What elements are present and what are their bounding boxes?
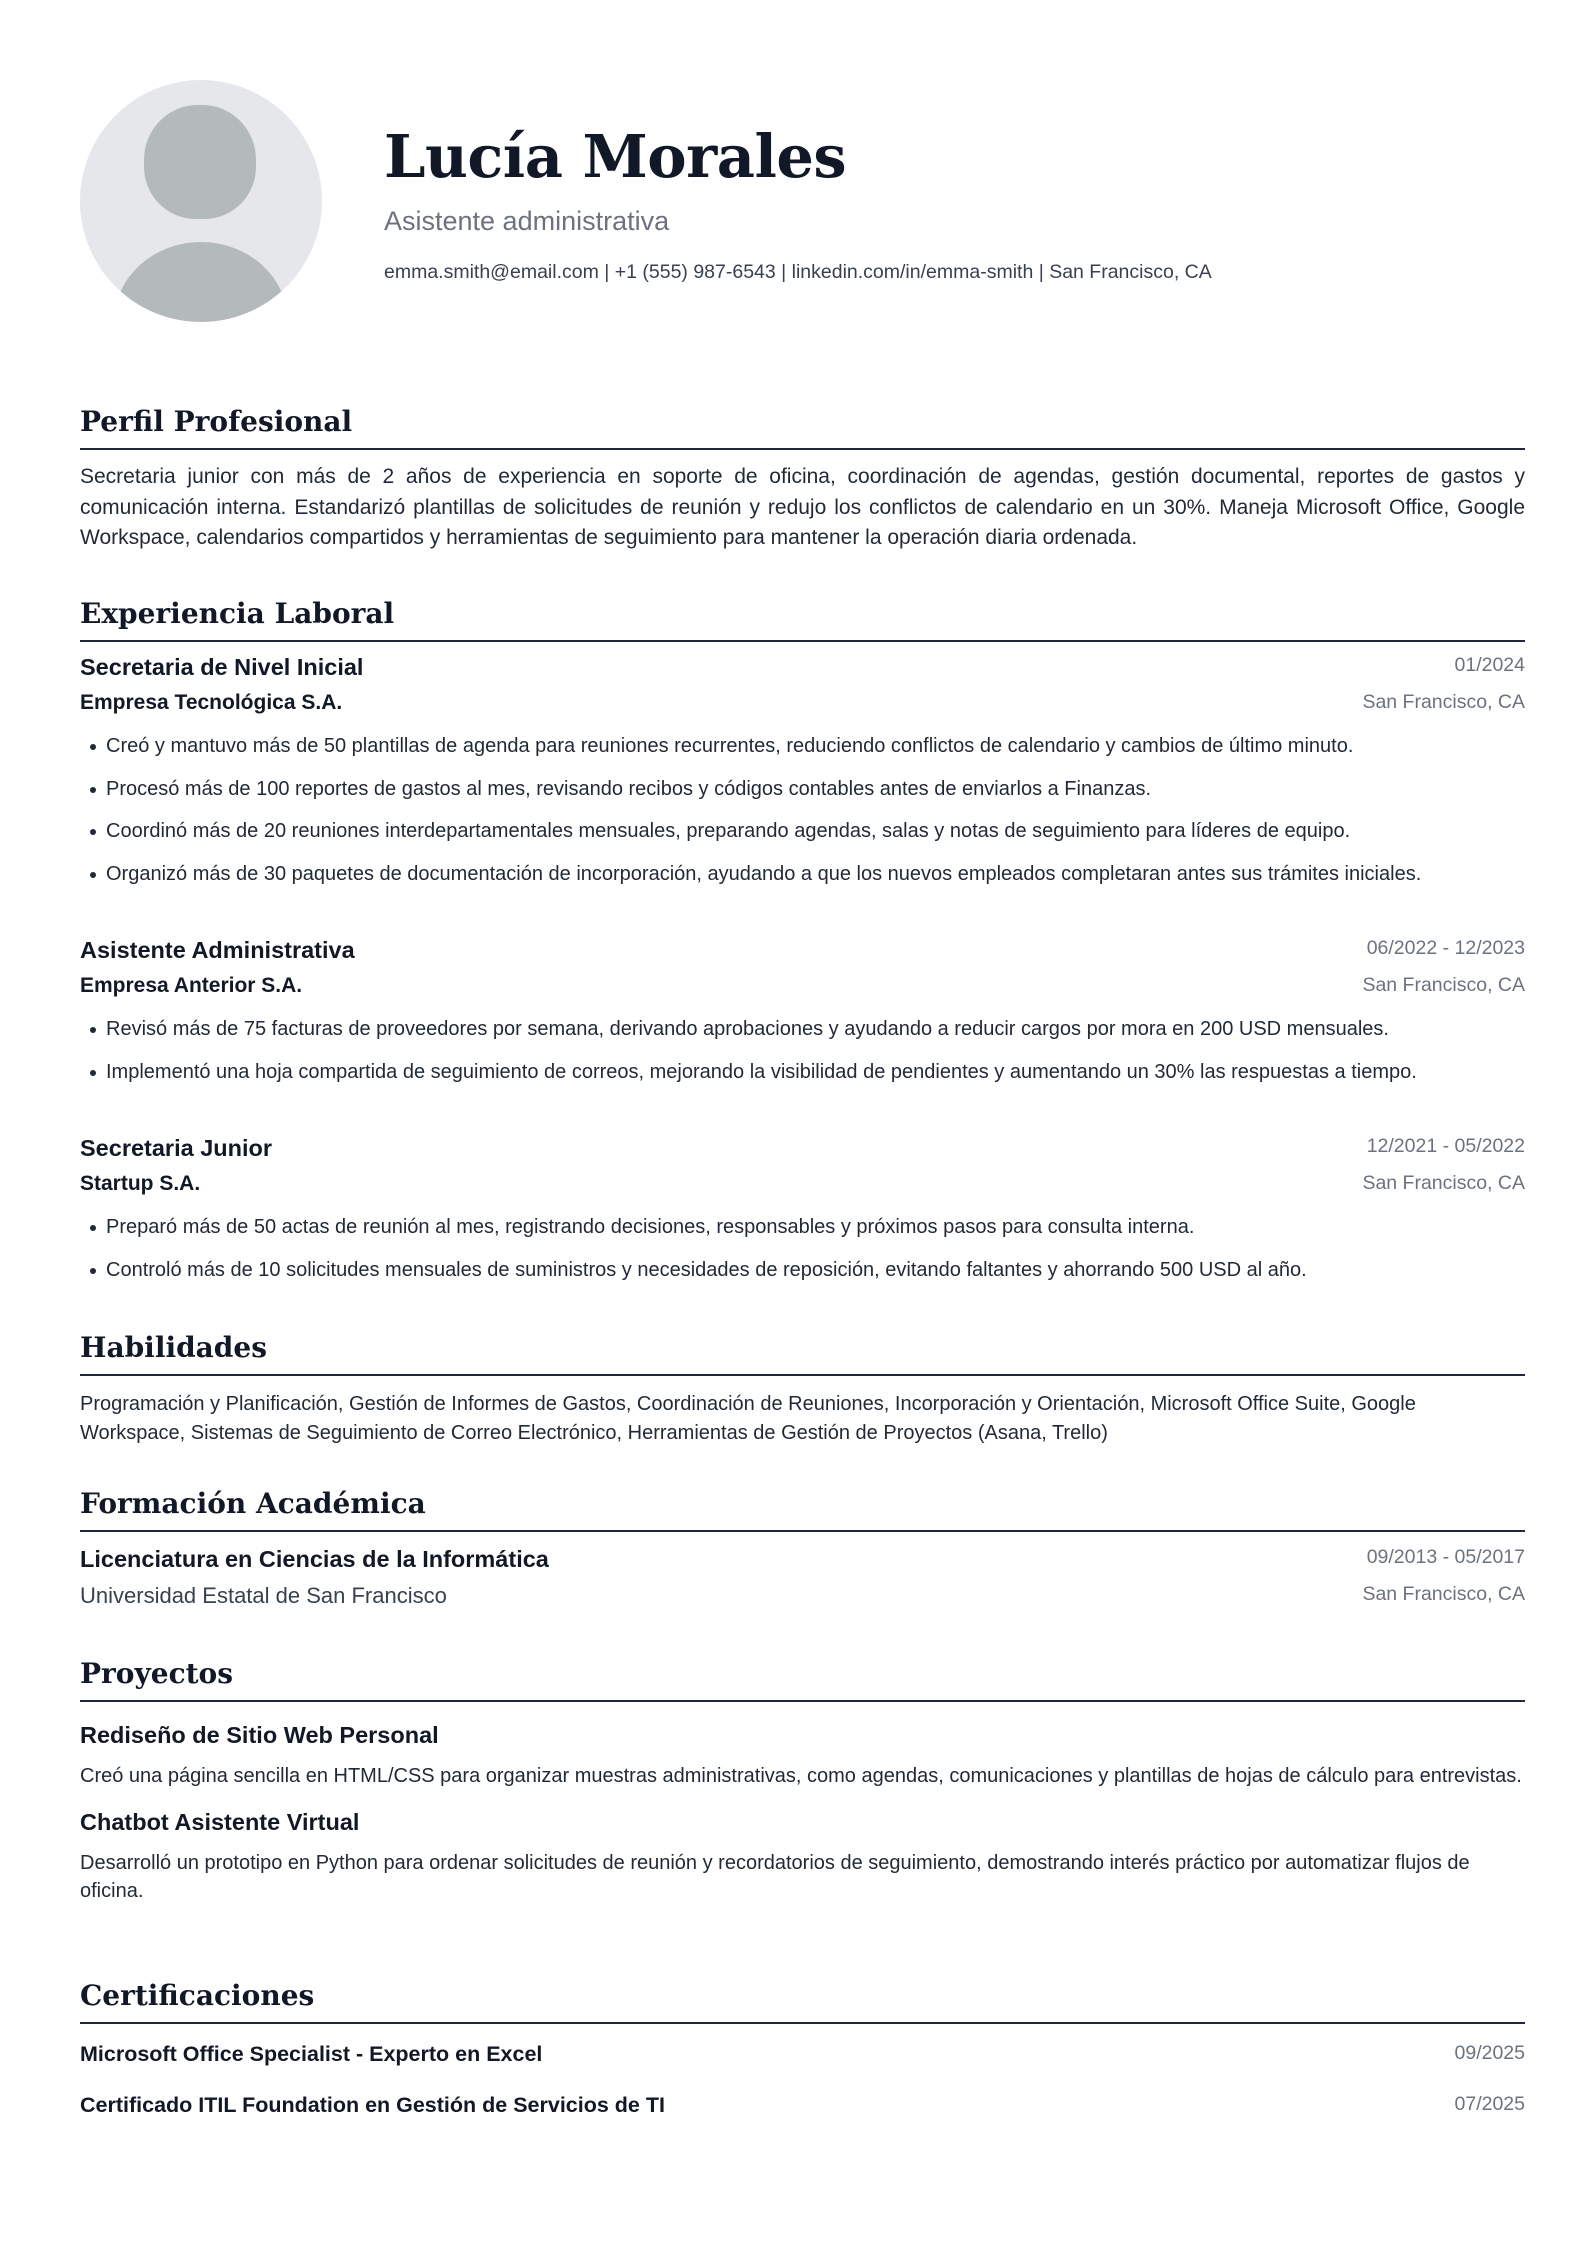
job-bullets: [80, 1008, 1525, 1093]
bullet-item: [80, 853, 1525, 896]
candidate-role: Asistente administrativa: [384, 206, 670, 236]
job-location: San Francisco, CA: [1362, 974, 1525, 996]
summary-section: [80, 402, 1525, 554]
bullet-text: Preparó más de 50 actas de reunión al mes, registrando decisiones, responsables y próximos pasos para consulta interna.: [106, 1216, 1195, 1238]
experience-section: [80, 594, 1525, 1291]
bullet-text: Coordinó más de 20 reuniones interdepartamentales mensuales, preparando agendas, salas y notas de seguimiento para líderes de equipo.: [106, 820, 1351, 842]
job-company: Empresa Tecnológica S.A.: [80, 691, 343, 714]
project-description: Desarrolló un prototipo en Python para ordenar solicitudes de reunión y recordatorios de seguimiento, demostrando interés práctico por automatizar flujos de oficina.: [80, 1851, 1470, 1902]
job-date: 12/2021 - 05/2022: [1366, 1135, 1525, 1157]
project-entry: [80, 1805, 1525, 1906]
job-entry: [80, 654, 1525, 895]
section-title-skills: Habilidades: [80, 1328, 1525, 1376]
skills-text: Programación y Planificación, Gestión de Informes de Gastos, Coordinación de Reuniones, Incorporación y Orientación, Microsoft Office Suite, Google Workspace, Sistemas de Seguimiento de Correo Electrónico, Herramientas de Gestión de Proyectos (Asana, Trello): [80, 1393, 1416, 1444]
bullet-item: [80, 768, 1525, 811]
job-title: Secretaria de Nivel Inicial: [80, 654, 364, 680]
bullet-dot: [90, 829, 96, 835]
bullet-text: Procesó más de 100 reportes de gastos al mes, revisando recibos y códigos contables antes de enviarlos a Finanzas.: [106, 777, 1152, 800]
certification-name: Certificado ITIL Foundation en Gestión de Servicios de TI: [80, 2093, 665, 2117]
section-title-summary: Perfil Profesional: [80, 402, 1525, 450]
job-date: 06/2022 - 12/2023: [1366, 937, 1525, 959]
section-title-experience: Experiencia Laboral: [80, 594, 1525, 642]
bullet-dot: [90, 744, 96, 750]
bullet-dot: [90, 1225, 96, 1231]
skills-section: [80, 1328, 1525, 1448]
bullet-item: [80, 1249, 1525, 1292]
bullet-item: [80, 1051, 1525, 1094]
avatar-head-shape: [144, 105, 256, 219]
bullet-item: [80, 1008, 1525, 1051]
certification-name: Microsoft Office Specialist - Experto en Excel: [80, 2042, 543, 2066]
job-bullets: [80, 1206, 1525, 1291]
job-company: Startup S.A.: [80, 1172, 201, 1195]
job-date: 01/2024: [1454, 654, 1525, 676]
job-entry: [80, 1135, 1525, 1291]
section-title-projects: Proyectos: [80, 1654, 1525, 1702]
bullet-text: Creó y mantuvo más de 50 plantillas de agenda para reuniones recurrentes, reduciendo conflictos de calendario y cambios de último minuto.: [106, 735, 1354, 757]
job-title: Secretaria Junior: [80, 1135, 273, 1161]
avatar: [80, 80, 322, 322]
section-title-certifications: Certificaciones: [80, 1976, 1525, 2024]
school-name: Universidad Estatal de San Francisco: [80, 1583, 447, 1608]
job-title: Asistente Administrativa: [80, 937, 355, 963]
projects-section: [80, 1654, 1525, 1906]
bullet-dot: [90, 787, 96, 793]
bullet-dot: [90, 1027, 96, 1033]
bullet-text: Controló más de 10 solicitudes mensuales de suministros y necesidades de reposición, evitando faltantes y ahorrando 500 USD al año.: [106, 1258, 1307, 1281]
summary-text: Secretaria junior con más de 2 años de experiencia en soporte de oficina, coordinación de agendas, gestión documental, reportes de gastos y comunicación interna. Estandarizó plantillas de solicitudes de reunión y redujo los conflictos de calendario en un 30%. Maneja Microsoft Office, Google Workspace, calendarios compartidos y herramientas de seguimiento para mantener la operación diaria ordenada.: [80, 465, 1525, 549]
bullet-item: [80, 725, 1525, 768]
avatar-body-shape: [114, 242, 288, 322]
bullet-item: [80, 810, 1525, 853]
certification-date: 07/2025: [1454, 2093, 1525, 2115]
bullet-dot: [90, 1070, 96, 1076]
job-bullets: [80, 725, 1525, 895]
education-date: 09/2013 - 05/2017: [1366, 1546, 1525, 1568]
section-title-education: Formación Académica: [80, 1484, 1525, 1532]
bullet-dot: [90, 872, 96, 878]
job-location: San Francisco, CA: [1362, 691, 1525, 713]
bullet-dot: [90, 1268, 96, 1274]
certification-entry: [80, 2042, 1525, 2093]
certification-entry: [80, 2093, 1525, 2144]
job-entry: [80, 937, 1525, 1093]
project-description: Creó una página sencilla en HTML/CSS para organizar muestras administrativas, como agendas, comunicaciones y plantillas de hojas de cálculo para entrevistas.: [80, 1765, 1522, 1787]
project-title: Chatbot Asistente Virtual: [80, 1808, 360, 1835]
project-title: Rediseño de Sitio Web Personal: [80, 1722, 439, 1748]
job-location: San Francisco, CA: [1362, 1172, 1525, 1194]
job-company: Empresa Anterior S.A.: [80, 974, 303, 997]
bullet-text: Revisó más de 75 facturas de proveedores por semana, derivando aprobaciones y ayudando a reducir cargos por mora en 200 USD mensuales.: [106, 1018, 1389, 1040]
bullet-item: [80, 1206, 1525, 1249]
contact-line: emma.smith@email.com | +1 (555) 987-6543 | linkedin.com/in/emma-smith | San Francisco, CA: [384, 261, 1212, 283]
certifications-section: [80, 1976, 1525, 2144]
education-section: [80, 1484, 1525, 1620]
education-location: San Francisco, CA: [1362, 1583, 1525, 1605]
project-entry: [80, 1718, 1525, 1791]
candidate-name: Lucía Morales: [384, 122, 847, 191]
certification-date: 09/2025: [1454, 2042, 1525, 2064]
bullet-text: Organizó más de 30 paquetes de documentación de incorporación, ayudando a que los nuevos empleados completaran antes sus trámites iniciales.: [106, 862, 1422, 885]
degree-title: Licenciatura en Ciencias de la Informática: [80, 1546, 549, 1572]
bullet-text: Implementó una hoja compartida de seguimiento de correos, mejorando la visibilidad de pendientes y aumentando un 30% las respuestas a tiempo.: [106, 1060, 1417, 1083]
